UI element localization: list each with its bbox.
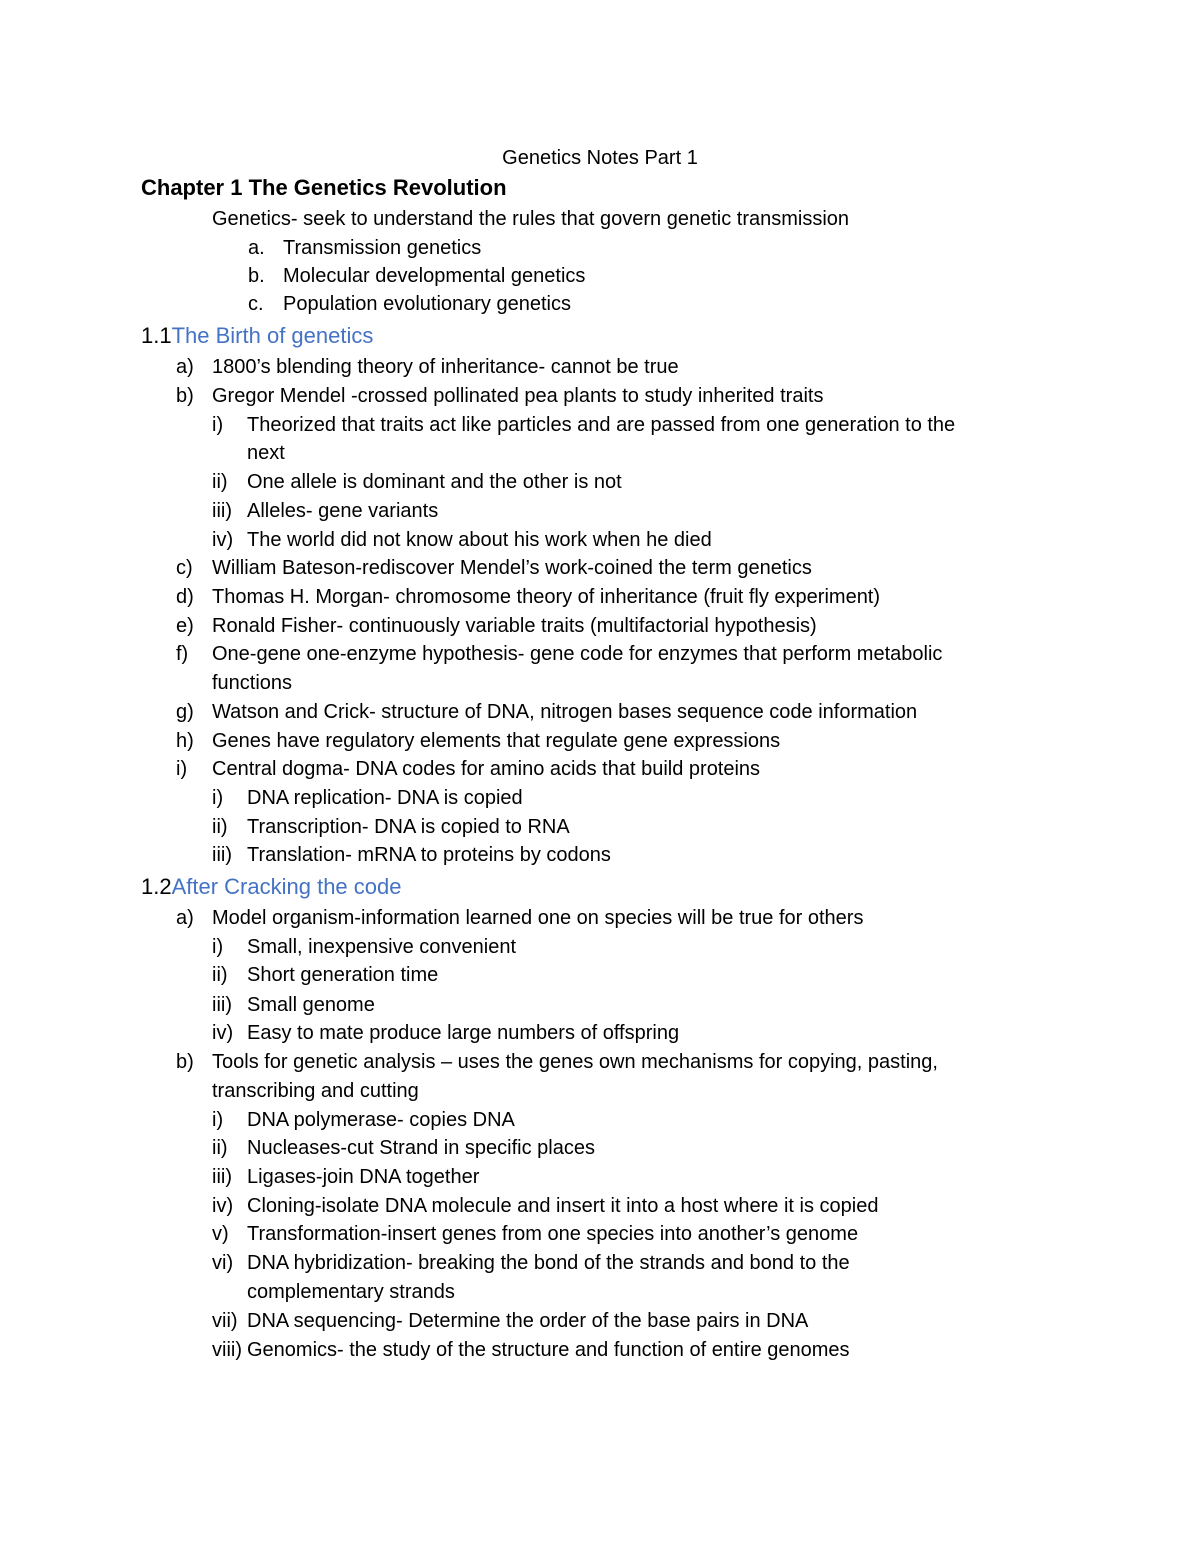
list-item: Genes have regulatory elements that regulate gene expressions (212, 730, 781, 752)
document-title: Genetics Notes Part 1 (502, 147, 698, 169)
list-marker: a) (176, 356, 194, 378)
list-marker: iv) (212, 1022, 234, 1044)
list-item: Transcription- DNA is copied to RNA (247, 816, 570, 838)
section-heading-1-2 (141, 871, 402, 903)
list-marker: b. (248, 265, 265, 287)
list-marker: c) (176, 557, 193, 579)
list-marker: vii) (212, 1310, 238, 1332)
list-item-continuation: next (247, 442, 285, 464)
list-marker: iii) (212, 500, 232, 522)
list-marker: c. (248, 293, 264, 315)
list-marker: h) (176, 730, 194, 752)
list-item: Molecular developmental genetics (283, 265, 586, 287)
list-marker: i) (212, 414, 224, 436)
list-item-continuation: functions (212, 672, 293, 694)
list-marker: a. (248, 237, 265, 259)
list-item: Small genome (247, 994, 375, 1016)
list-item: Transmission genetics (283, 237, 482, 259)
list-marker: ii) (212, 1137, 228, 1159)
list-item: William Bateson-rediscover Mendel’s work-coined the term genetics (212, 557, 812, 579)
list-item: Cloning-isolate DNA molecule and insert it into a host where it is copied (247, 1195, 879, 1217)
list-item: Gregor Mendel -crossed pollinated pea plants to study inherited traits (212, 385, 824, 407)
list-marker: d) (176, 586, 194, 608)
list-item: Short generation time (247, 964, 439, 986)
list-item: DNA sequencing- Determine the order of the base pairs in DNA (247, 1310, 809, 1332)
list-marker: iii) (212, 1166, 232, 1188)
list-marker: iv) (212, 1195, 234, 1217)
intro-text: Genetics- seek to understand the rules that govern genetic transmission (212, 208, 850, 230)
list-item: The world did not know about his work when he died (247, 529, 712, 551)
list-marker: ii) (212, 471, 228, 493)
list-item: Translation- mRNA to proteins by codons (247, 844, 611, 866)
section-title: The Birth of genetics (171, 323, 374, 348)
list-marker: ii) (212, 816, 228, 838)
list-marker: f) (176, 643, 189, 665)
list-item: Ligases-join DNA together (247, 1166, 480, 1188)
list-marker: v) (212, 1223, 229, 1245)
section-heading-1-1 (141, 320, 373, 352)
list-item: Tools for genetic analysis – uses the genes own mechanisms for copying, pasting, (212, 1051, 938, 1073)
list-item: Small, inexpensive convenient (247, 936, 517, 958)
list-item: DNA replication- DNA is copied (247, 787, 523, 809)
list-marker: iii) (212, 994, 232, 1016)
list-item: Thomas H. Morgan- chromosome theory of inheritance (fruit fly experiment) (212, 586, 881, 608)
list-item-continuation: transcribing and cutting (212, 1080, 419, 1102)
list-marker: e) (176, 615, 194, 637)
list-marker: b) (176, 385, 194, 407)
list-item: DNA hybridization- breaking the bond of the strands and bond to the (247, 1252, 850, 1274)
list-marker: iii) (212, 844, 232, 866)
list-marker: iv) (212, 529, 234, 551)
list-item: One-gene one-enzyme hypothesis- gene code for enzymes that perform metabolic (212, 643, 943, 665)
list-item: Theorized that traits act like particles and are passed from one generation to the (247, 414, 956, 436)
list-marker: i) (212, 936, 224, 958)
list-item: Transformation-insert genes from one species into another’s genome (247, 1223, 859, 1245)
list-marker: i) (212, 787, 224, 809)
list-item: Model organism-information learned one on species will be true for others (212, 907, 864, 929)
list-item: Central dogma- DNA codes for amino acids that build proteins (212, 758, 761, 780)
list-item: Nucleases-cut Strand in specific places (247, 1137, 595, 1159)
list-item: Population evolutionary genetics (283, 293, 571, 315)
list-item: Ronald Fisher- continuously variable traits (multifactorial hypothesis) (212, 615, 817, 637)
list-item: Watson and Crick- structure of DNA, nitrogen bases sequence code information (212, 701, 918, 723)
section-number: 1.1 (141, 323, 172, 348)
list-item: Alleles- gene variants (247, 500, 439, 522)
list-marker: ii) (212, 964, 228, 986)
list-item: One allele is dominant and the other is not (247, 471, 622, 493)
list-marker: b) (176, 1051, 194, 1073)
section-number: 1.2 (141, 874, 172, 899)
list-item-continuation: complementary strands (247, 1281, 455, 1303)
chapter-heading: Chapter 1 The Genetics Revolution (141, 175, 507, 200)
list-marker: g) (176, 701, 194, 723)
list-item: DNA polymerase- copies DNA (247, 1109, 515, 1131)
list-marker: a) (176, 907, 194, 929)
list-marker: i) (176, 758, 188, 780)
list-item: Easy to mate produce large numbers of offspring (247, 1022, 680, 1044)
section-title: After Cracking the code (171, 874, 402, 899)
list-marker: vi) (212, 1252, 234, 1274)
list-marker: viii) (212, 1339, 242, 1361)
list-item: Genomics- the study of the structure and function of entire genomes (247, 1339, 850, 1361)
list-item: 1800’s blending theory of inheritance- cannot be true (212, 356, 679, 378)
list-marker: i) (212, 1109, 224, 1131)
